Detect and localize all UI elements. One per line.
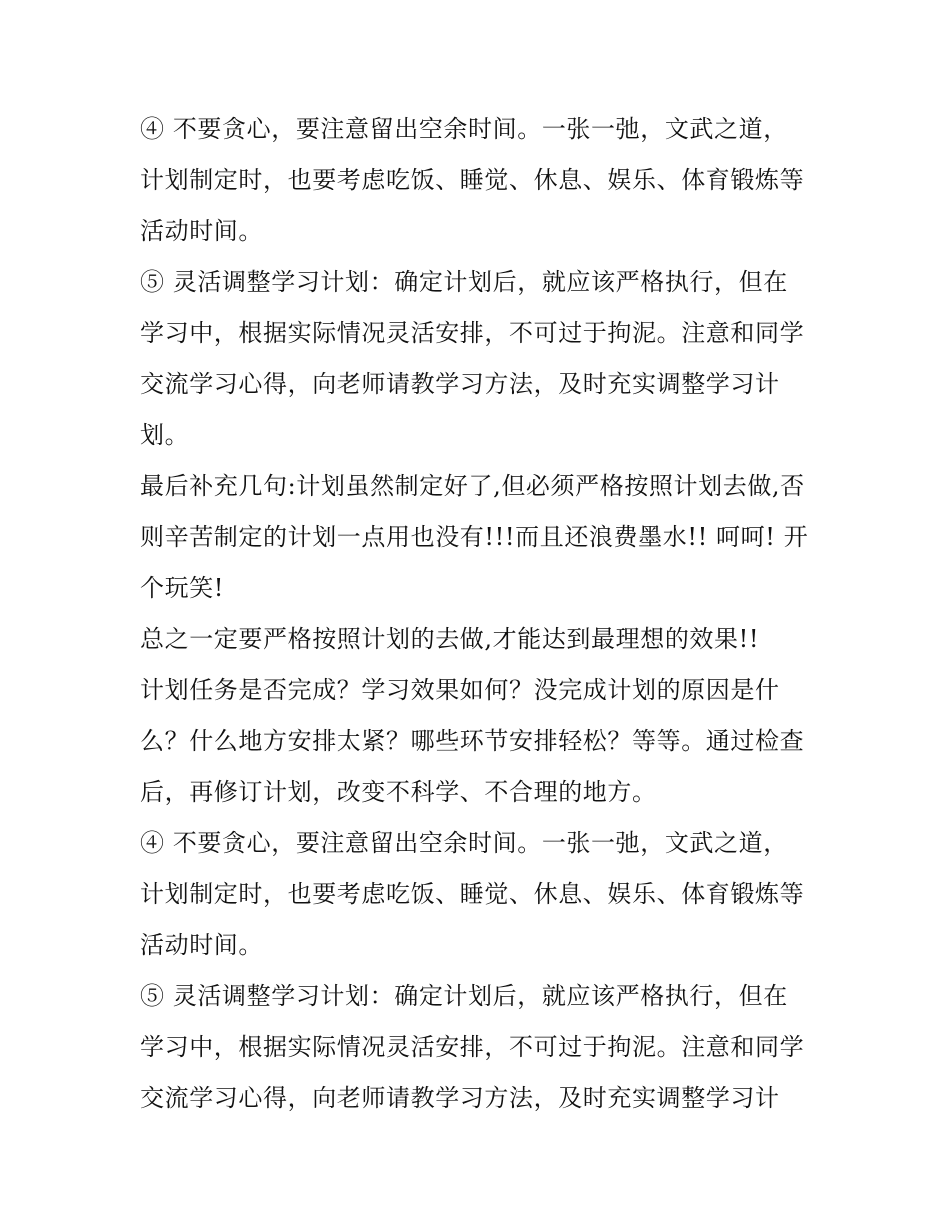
text-line: 计划任务是否完成？学习效果如何？没完成计划的原因是什: [140, 676, 780, 704]
text-line: 个玩笑!: [140, 574, 225, 602]
text-line: 交流学习心得，向老师请教学习方法，及时充实调整学习计: [140, 1084, 780, 1112]
text-line: 划。: [140, 421, 190, 449]
text-line: 活动时间。: [140, 931, 263, 959]
document-body: [140, 104, 830, 1124]
text-line: 么？什么地方安排太紧？哪些环节安排轻松？等等。通过检查: [140, 727, 805, 755]
text-line: 学习中，根据实际情况灵活安排，不可过于拘泥。注意和同学: [140, 1033, 805, 1061]
text-line: 最后补充几句:计划虽然制定好了,但必须严格按照计划去做,否: [140, 472, 805, 500]
text-line: ⑤ 灵活调整学习计划：确定计划后，就应该严格执行，但在: [140, 982, 788, 1010]
text-line: ④ 不要贪心，要注意留出空余时间。一张一弛，文武之道，: [140, 829, 788, 857]
text-line: ④ 不要贪心，要注意留出空余时间。一张一弛，文武之道，: [140, 115, 788, 143]
text-line: 计划制定时，也要考虑吃饭、睡觉、休息、娱乐、体育锻炼等: [140, 166, 805, 194]
text-line: 总之一定要严格按照计划的去做,才能达到最理想的效果!!: [140, 625, 760, 653]
text-line: 交流学习心得，向老师请教学习方法，及时充实调整学习计: [140, 370, 780, 398]
text-line: 则辛苦制定的计划一点用也没有!!!而且还浪费墨水!! 呵呵! 开: [140, 523, 809, 551]
text-line: 后，再修订计划，改变不科学、不合理的地方。: [140, 778, 657, 806]
text-line: 活动时间。: [140, 217, 263, 245]
text-line: 学习中，根据实际情况灵活安排，不可过于拘泥。注意和同学: [140, 319, 805, 347]
text-line: 计划制定时，也要考虑吃饭、睡觉、休息、娱乐、体育锻炼等: [140, 880, 805, 908]
text-line: ⑤ 灵活调整学习计划：确定计划后，就应该严格执行，但在: [140, 268, 788, 296]
